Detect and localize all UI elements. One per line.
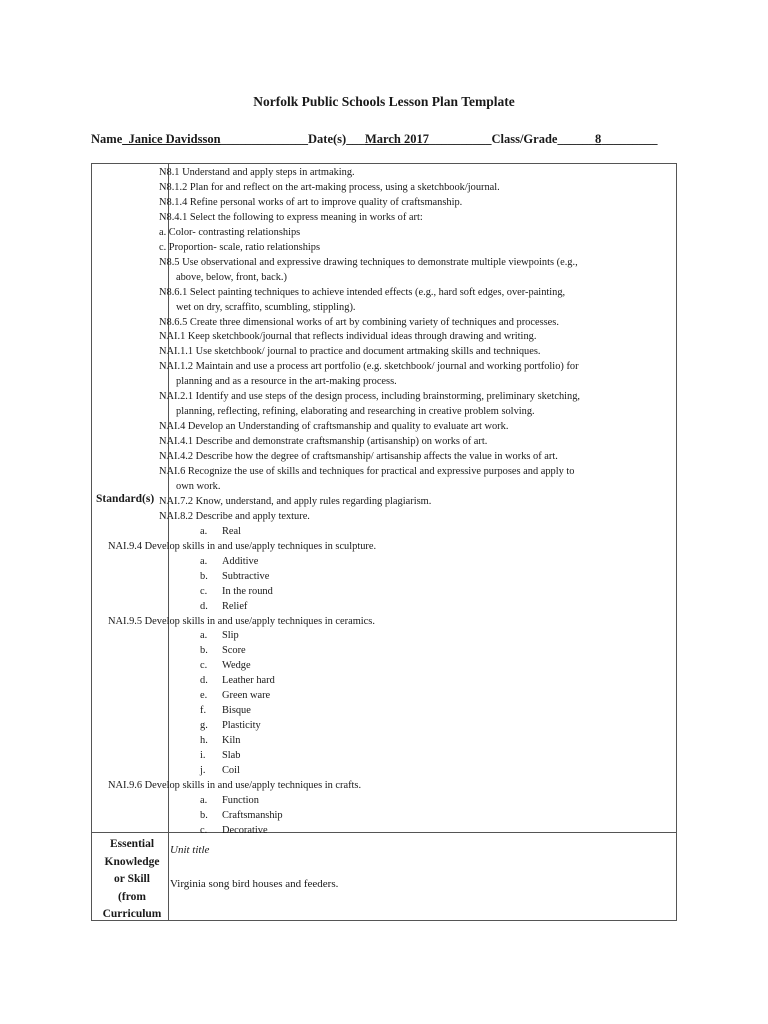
sub-list-text: Bisque	[222, 705, 251, 717]
standard-line: N8.1 Understand and apply steps in artmaking.	[159, 167, 355, 178]
sub-list-marker: i.	[200, 750, 206, 762]
sub-list-marker: g.	[200, 720, 208, 732]
standard-line: NAI.1.1 Use sketchbook/ journal to practice and document artmaking skills and techniques.	[159, 346, 541, 358]
standard-line-continued: own work.	[176, 480, 221, 492]
sub-list-item	[200, 719, 261, 733]
sub-list-marker: d.	[200, 600, 208, 612]
sub-list-item	[200, 764, 240, 778]
sub-list-marker: j.	[200, 765, 206, 776]
sub-list-item	[200, 570, 269, 584]
sub-list-item	[200, 704, 251, 718]
standard-line: N8.1.4 Refine personal works of art to improve quality of craftsmanship.	[159, 196, 463, 208]
sub-list-text: Decorative	[222, 824, 268, 836]
date-value: March 2017	[364, 132, 429, 146]
sub-list-text: Plasticity	[222, 720, 261, 732]
sub-list-marker: d.	[200, 675, 208, 687]
essential-knowledge-label	[96, 836, 168, 924]
sub-list-marker: c.	[200, 585, 208, 597]
sub-list-item	[200, 749, 240, 763]
standard-line-sculpture: NAI.9.4 Develop skills in and use/apply techniques in sculpture.	[108, 540, 377, 552]
essential-label-line: Curriculum	[102, 908, 162, 920]
sub-list-text: Additive	[222, 555, 259, 567]
standard-line: NAI.2.1 Identify and use steps of the design process, including brainstorming, preliminary sketching,	[159, 391, 581, 403]
class-pre: ______	[557, 132, 595, 146]
sub-list-item	[200, 600, 247, 614]
sub-list-item	[200, 659, 251, 673]
name-fill: ______________	[220, 132, 309, 146]
sub-list-item	[200, 809, 283, 823]
sub-list-marker: c.	[200, 824, 208, 836]
unit-title-label: Unit title	[170, 844, 210, 856]
sub-list-item	[200, 824, 268, 838]
standard-line: NAI.6 Recognize the use of skills and techniques for practical and expressive purposes and apply to	[159, 466, 575, 477]
sub-list-text: In the round	[222, 585, 273, 597]
essential-label-line: Essential	[109, 838, 155, 850]
standard-line: NAI.4 Develop an Understanding of craftsmanship and quality to evaluate art work.	[159, 421, 509, 433]
sub-list-item	[200, 629, 239, 643]
sub-list-text: Wedge	[222, 660, 251, 672]
sub-list-text: Kiln	[222, 735, 241, 747]
sub-list-text: Real	[222, 525, 242, 537]
essential-label-line: Knowledge	[104, 855, 160, 868]
standard-line: NAI.7.2 Know, understand, and apply rules regarding plagiarism.	[159, 495, 432, 507]
essential-label-line: (from	[118, 890, 146, 903]
sub-list-marker: a.	[200, 555, 208, 567]
sub-list-text: Leather hard	[222, 675, 275, 687]
sub-list-text: Subtractive	[222, 570, 270, 582]
standard-line-continued: wet on dry, scraffito, scumbling, stippling).	[176, 301, 356, 313]
sub-list-text: Function	[222, 794, 259, 806]
standard-line: c. Proportion- scale, ratio relationships	[159, 241, 321, 253]
sub-list-marker: b.	[200, 645, 208, 657]
sub-list-item	[200, 794, 259, 808]
name-label: Name	[91, 132, 123, 146]
name-value: _Janice Davidsson	[122, 132, 221, 146]
standard-line-crafts: NAI.9.6 Develop skills in and use/apply techniques in crafts.	[108, 779, 362, 791]
standard-line: N8.6.1 Select painting techniques to achieve intended effects (e.g., hard soft edges, over-painting,	[159, 286, 566, 298]
sub-list-item	[200, 644, 246, 658]
standard-line: a. Color- contrasting relationships	[159, 226, 301, 238]
sub-list-text: Slip	[222, 630, 239, 642]
sub-list-marker: h.	[200, 735, 208, 747]
sub-list-marker: a.	[200, 794, 208, 806]
standard-line: N8.6.5 Create three dimensional works of art by combining variety of techniques and processes.	[159, 316, 559, 328]
standard-line: NAI.1.2 Maintain and use a process art portfolio (e.g. sketchbook/ journal and working portfolio) for	[159, 361, 579, 373]
standard-line-continued: planning and as a resource in the art-making process.	[176, 376, 397, 388]
standard-line: N8.1.2 Plan for and reflect on the art-making process, using a sketchbook/journal.	[159, 181, 500, 193]
sub-list-item	[200, 585, 273, 599]
date-pre: ___	[346, 132, 365, 146]
sub-list-text: Score	[222, 645, 246, 657]
class-value: 8	[594, 132, 602, 146]
standard-line: NAI.1 Keep sketchbook/journal that reflects individual ideas through drawing and writing.	[159, 331, 537, 343]
date-fill: __________	[428, 132, 492, 146]
sub-list-item	[200, 674, 275, 688]
sub-list-marker: e.	[200, 690, 208, 702]
unit-title-value: Virginia song bird houses and feeders.	[170, 878, 339, 890]
essential-label-line: or Skill	[114, 873, 150, 885]
standard-line: N8.5 Use observational and expressive drawing techniques to demonstrate multiple viewpoints (e.g.,	[159, 256, 578, 268]
standard-line-continued: above, below, front, back.)	[176, 271, 287, 283]
lesson-plan-table	[91, 163, 677, 921]
standard-line: NAI.8.2 Describe and apply texture.	[159, 510, 310, 522]
sub-list-text: Green ware	[222, 690, 271, 702]
class-fill: _________	[601, 132, 658, 146]
sub-list-item	[200, 689, 270, 703]
document-title: Norfolk Public Schools Lesson Plan Template	[253, 94, 515, 109]
sub-list-text: Slab	[222, 750, 241, 762]
sub-list-marker: f.	[200, 705, 207, 717]
sub-list-text: Craftsmanship	[222, 809, 283, 821]
sub-list-item	[200, 555, 258, 569]
sub-list-marker: a.	[200, 525, 208, 537]
standards-label: Standard(s)	[96, 493, 155, 505]
class-label: Class/Grade	[491, 132, 558, 146]
sub-list-marker: b.	[200, 570, 208, 582]
sub-list-marker: b.	[200, 809, 208, 821]
row-divider	[92, 832, 676, 833]
sub-list-text: Coil	[222, 765, 240, 776]
standard-line-continued: planning, reflecting, refining, elaborating and researching in creative problem solving.	[176, 406, 535, 418]
standard-line: NAI.4.2 Describe how the degree of craftsmanship/ artisanship affects the value in works of art.	[159, 451, 558, 463]
sub-list-text: Relief	[222, 600, 248, 612]
standard-line: N8.4.1 Select the following to express meaning in works of art:	[159, 211, 423, 223]
sub-list-item	[200, 525, 241, 539]
header-info-line	[91, 132, 671, 147]
standard-line-ceramics: NAI.9.5 Develop skills in and use/apply techniques in ceramics.	[108, 615, 375, 627]
sub-list-marker: c.	[200, 660, 208, 672]
standard-line: NAI.4.1 Describe and demonstrate craftsmanship (artisanship) on works of art.	[159, 436, 488, 448]
date-label: Date(s)	[308, 132, 347, 146]
sub-list-item	[200, 734, 240, 748]
sub-list-marker: a.	[200, 630, 208, 642]
